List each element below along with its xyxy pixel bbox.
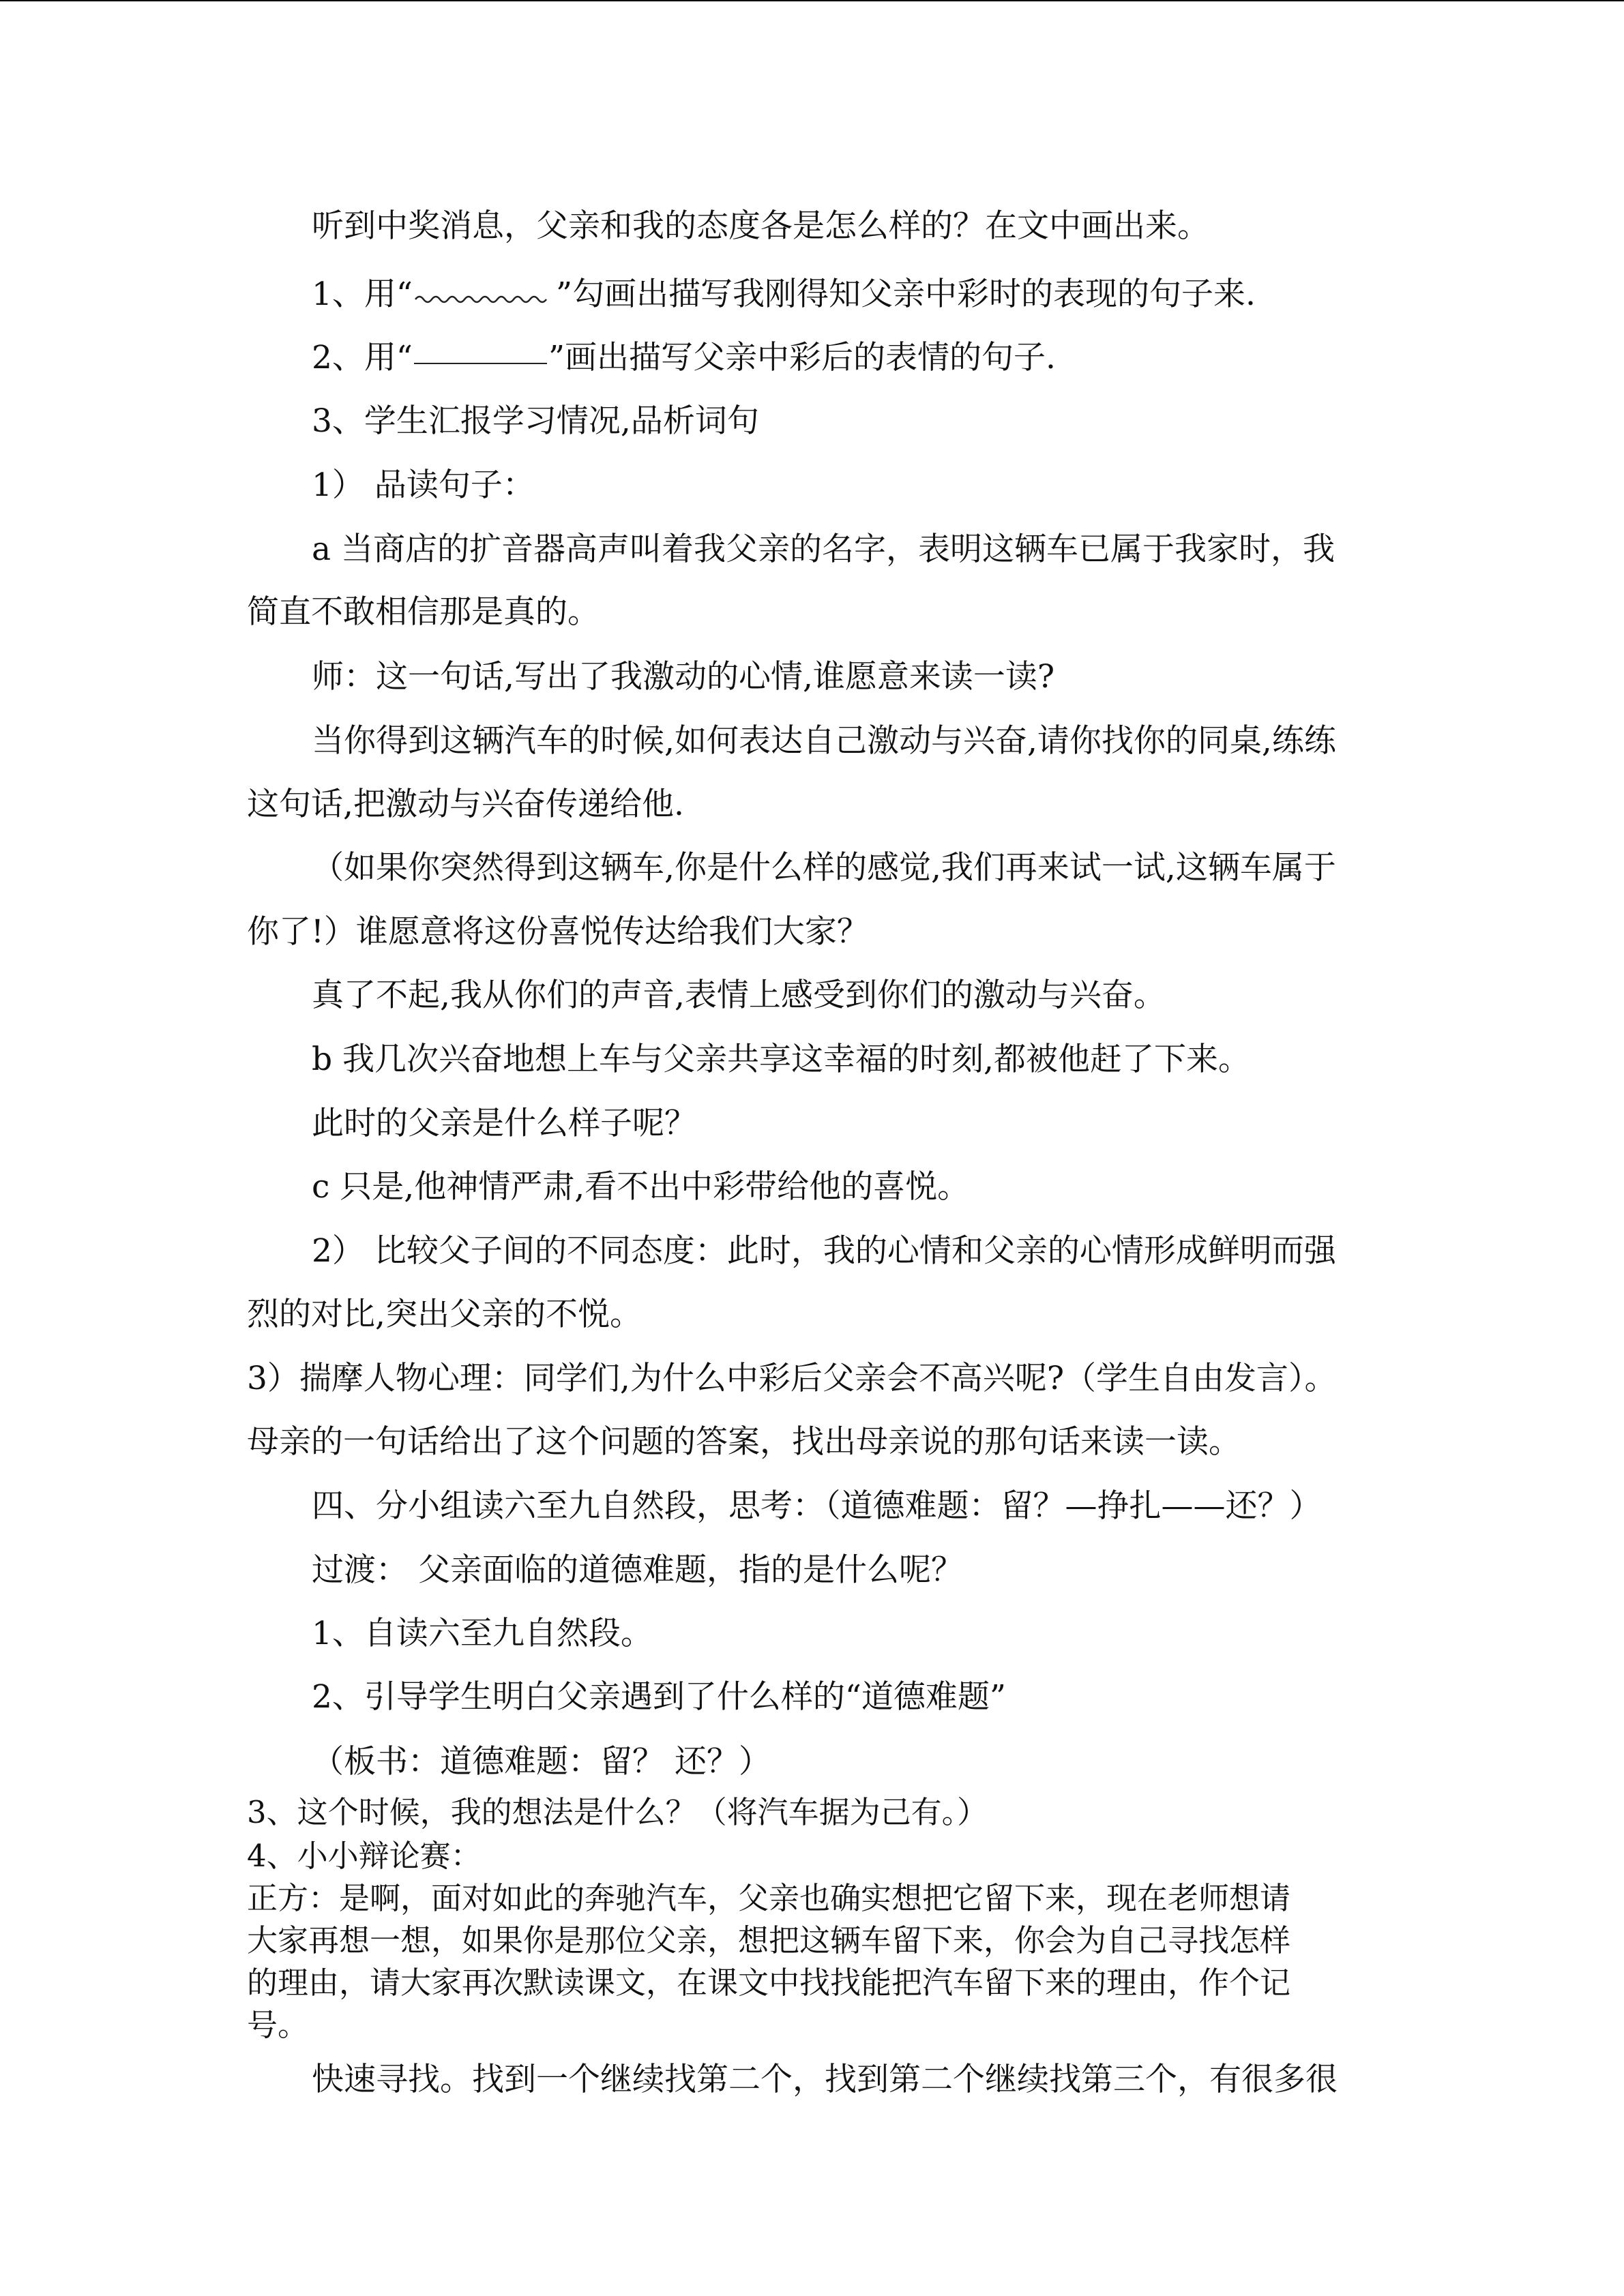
text-line: 你了!）谁愿意将这份喜悦传达给我们大家？	[247, 913, 869, 951]
text-line: 当你得到这辆汽车的时候,如何表达自己激动与兴奋,请你找你的同桌,练练	[312, 722, 1336, 760]
text-line	[312, 338, 1056, 378]
text-line: 1、自读六至九自然段。	[312, 1615, 653, 1652]
text-line: 真了不起,我从你们的声音,表情上感受到你们的激动与兴奋。	[312, 976, 1166, 1014]
text-line: c 只是,他神情严肃,看不出中彩带给他的喜悦。	[312, 1168, 970, 1206]
text-line: 听到中奖消息，父亲和我的态度各是怎么样的？在文中画出来。	[312, 207, 1209, 245]
text-line: 3）揣摩人物心理：同学们,为什么中彩后父亲会不高兴呢?（学生自由发言）。	[247, 1360, 1337, 1397]
text-line: 烈的对比,突出父亲的不悦。	[247, 1296, 642, 1333]
text-line: 过渡： 父亲面临的道德难题，指的是什么呢？	[312, 1551, 963, 1589]
text-line: 母亲的一句话给出了这个问题的答案，找出母亲说的那句话来读一读。	[247, 1423, 1241, 1461]
text-fragment: 1、用“	[312, 275, 413, 313]
text-fragment: ”画出描写父亲中彩后的表情的句子.	[548, 339, 1056, 376]
text-line: 简直不敢相信那是真的。	[247, 593, 600, 631]
text-line: 的理由，请大家再次默读课文，在课文中找找能把汽车留下来的理由，作个记	[247, 1965, 1291, 2001]
text-line: 2、引导学生明白父亲遇到了什么样的“道德难题”	[312, 1678, 1006, 1716]
text-line: a 当商店的扩音器高声叫着我父亲的名字，表明这辆车已属于我家时，我	[312, 531, 1335, 568]
text-line: 号。	[247, 2007, 309, 2043]
text-line: 四、分小组读六至九自然段，思考：（道德难题：留？—挣扎——还？）	[312, 1487, 1322, 1525]
straight-underline-sample	[414, 342, 547, 364]
text-line: 3、这个时候，我的想法是什么？（将汽车据为己有。）	[247, 1794, 988, 1830]
text-line: 快速寻找。找到一个继续找第二个，找到第二个继续找第三个，有很多很	[312, 2061, 1338, 2098]
text-line: 4、小小辩论赛：	[247, 1838, 482, 1874]
text-line: b 我几次兴奋地想上车与父亲共享这幸福的时刻,都被他赶了下来。	[312, 1041, 1250, 1078]
text-fragment: ”勾画出描写我刚得知父亲中彩时的表现的句子来.	[555, 275, 1256, 313]
text-line: （板书：道德难题：留？ 还？）	[312, 1743, 771, 1780]
text-line: 2） 比较父子间的不同态度：此时，我的心情和父亲的心情形成鲜明而强	[312, 1232, 1336, 1270]
text-line: 正方：是啊，面对如此的奔驰汽车，父亲也确实想把它留下来，现在老师想请	[247, 1880, 1291, 1916]
text-line	[312, 274, 1256, 315]
text-line: 这句话,把激动与兴奋传递给他.	[247, 786, 684, 823]
text-line: 3、学生汇报学习情况,品析词句	[312, 402, 759, 440]
text-line: （如果你突然得到这辆车,你是什么样的感觉,我们再来试一试,这辆车属于	[312, 849, 1336, 886]
text-line: 大家再想一想，如果你是那位父亲，想把这辆车留下来，你会为自己寻找怎样	[247, 1922, 1291, 1958]
text-line: 此时的父亲是什么样子呢？	[312, 1105, 696, 1142]
text-line: 师：这一句话,写出了我激动的心情,谁愿意来读一读?	[312, 658, 1055, 696]
text-fragment: 2、用“	[312, 339, 413, 376]
wavy-underline-sample	[413, 287, 556, 308]
text-line: 1） 品读句子：	[312, 466, 535, 504]
